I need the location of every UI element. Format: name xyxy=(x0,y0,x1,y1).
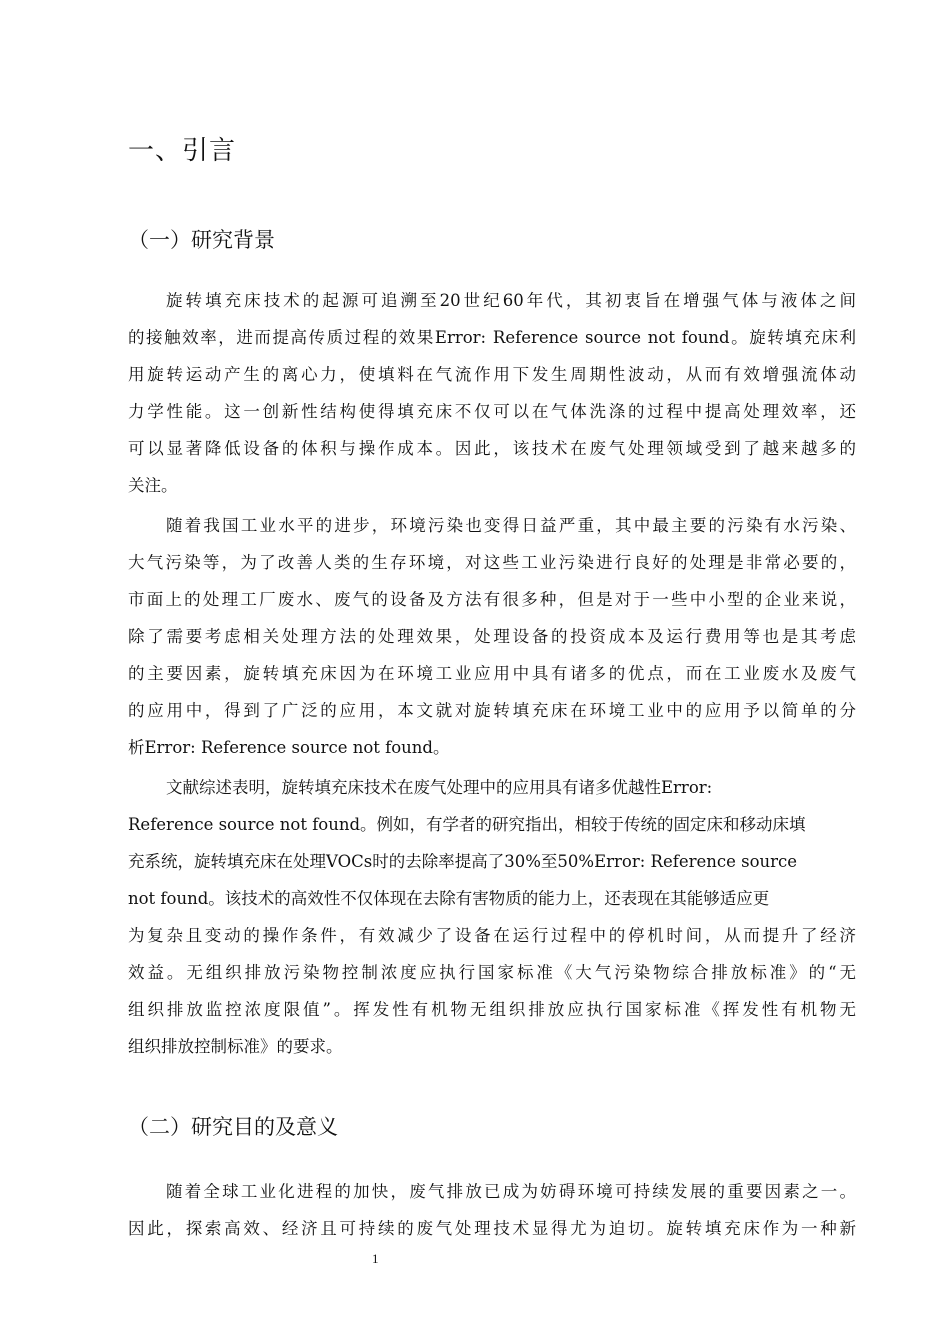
paragraph-line: 大气污染等，为了改善人类的生存环境，对这些工业污染进行良好的处理是非常必要的， xyxy=(128,553,856,572)
paragraph-line: 随着我国工业水平的进步，环境污染也变得日益严重，其中最主要的污染有水污染、 xyxy=(166,516,856,535)
paragraph-line: 充系统，旋转填充床在处理VOCs时的去除率提高了30%至50%Error: Reference source xyxy=(128,852,798,871)
section-heading-background: （一）研究背景 xyxy=(128,228,275,252)
section-heading-purpose: （二）研究目的及意义 xyxy=(128,1115,338,1139)
paragraph-line: 组织排放控制标准》的要求。 xyxy=(128,1037,343,1056)
paragraph-line: 旋转填充床技术的起源可追溯至20世纪60年代，其初衷旨在增强气体与液体之间 xyxy=(166,291,856,310)
paragraph-line: 组织排放监控浓度限值”。挥发性有机物无组织排放应执行国家标准《挥发性有机物无 xyxy=(128,1000,856,1019)
paragraph-line: 文献综述表明，旋转填充床技术在废气处理中的应用具有诸多优越性Error: xyxy=(166,778,713,797)
paragraph-line: not found。该技术的高效性不仅体现在去除有害物质的能力上，还表现在其能够适应更 xyxy=(128,889,770,908)
paragraph-line: 因此，探索高效、经济且可持续的废气处理技术显得尤为迫切。旋转填充床作为一种新 xyxy=(128,1219,856,1238)
paragraph-line: 市面上的处理工厂废水、废气的设备及方法有很多种，但是对于一些中小型的企业来说， xyxy=(128,590,856,609)
paragraph-line: 析Error: Reference source not found。 xyxy=(128,738,450,757)
paragraph-line: 除了需要考虑相关处理方法的处理效果，处理设备的投资成本及运行费用等也是其考虑 xyxy=(128,627,856,646)
paragraph-line: 效益。无组织排放污染物控制浓度应执行国家标准《大气污染物综合排放标准》的“无 xyxy=(128,963,856,982)
paragraph-line: 用旋转运动产生的离心力，使填料在气流作用下发生周期性波动，从而有效增强流体动 xyxy=(128,365,856,384)
paragraph-line: 的应用中，得到了广泛的应用，本文就对旋转填充床在环境工业中的应用予以简单的分 xyxy=(128,701,856,720)
paragraph-line: 力学性能。这一创新性结构使得填充床不仅可以在气体洗涤的过程中提高处理效率，还 xyxy=(128,402,856,421)
paragraph-line: 关注。 xyxy=(128,476,178,495)
paragraph-1 xyxy=(128,282,868,504)
paragraph-line: 为复杂且变动的操作条件，有效减少了设备在运行过程中的停机时间，从而提升了经济 xyxy=(128,926,856,945)
paragraph-line: 的接触效率，进而提高传质过程的效果Error: Reference source not found。旋转填充床利 xyxy=(128,328,856,347)
paragraph-3 xyxy=(128,769,868,1065)
paragraph-line: 随着全球工业化进程的加快，废气排放已成为妨碍环境可持续发展的重要因素之一。 xyxy=(166,1182,856,1201)
chapter-title: 一、引言 xyxy=(128,136,237,166)
paragraph-line: 可以显著降低设备的体积与操作成本。因此，该技术在废气处理领域受到了越来越多的 xyxy=(128,439,856,458)
paragraph-2 xyxy=(128,507,868,766)
paragraph-line: 的主要因素，旋转填充床因为在环境工业应用中具有诸多的优点，而在工业废水及废气 xyxy=(128,664,856,683)
page-number: 1 xyxy=(372,1251,379,1266)
paragraph-line: Reference source not found。例如，有学者的研究指出，相较于传统的固定床和移动床填 xyxy=(128,815,806,834)
paragraph-4 xyxy=(128,1173,868,1247)
